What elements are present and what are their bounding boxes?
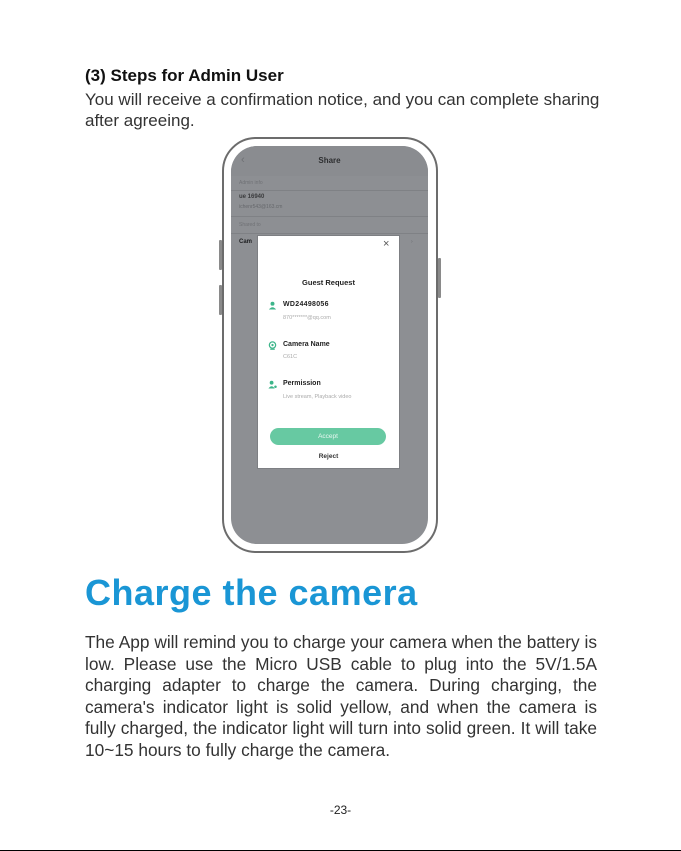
accept-button[interactable]: Accept [270,428,386,445]
camera-icon [268,341,277,350]
camera-name-value: C61C [283,354,298,360]
reject-button[interactable]: Reject [318,453,339,460]
user-icon [268,301,277,310]
permission-label: Permission [283,380,321,387]
camera-row-label[interactable]: Cam [239,239,253,245]
app-title: Share [318,156,341,165]
permission-value: Live stream, Playback video [283,394,352,400]
chevron-right-icon: › [411,239,413,245]
guest-user-id: WD24498056 [283,301,329,308]
phone-side-button-left-2 [219,285,222,315]
shared-to-label: Shared to [239,222,261,228]
page-number: -23- [329,803,352,817]
back-chevron-icon[interactable]: ‹ [241,154,245,166]
intro-text: You will receive a confirmation notice, and you can complete sharing after agreeing. [85,90,600,130]
camera-name-label: Camera Name [283,341,330,348]
phone-side-button-right [438,258,441,298]
admin-id: ue 16940 [239,194,265,200]
permission-icon [268,380,277,389]
main-heading: Charge the camera [85,572,418,613]
dialog-title: Guest Request [302,278,355,287]
divider [231,216,428,217]
section-heading: (3) Steps for Admin User [85,66,284,85]
guest-user-email: 870*******@qq.com [283,315,331,321]
body-paragraph: The App will remind you to charge your camera when the battery is low. Please use the Micro USB cable to plug into the 5V/1.5A charging adapter to charge the camera. During charging, the camera's indicator light is solid yellow, and when the camera is fully charged, the indicator light will turn into solid green. It will take 10~15 hours to fully charge the camera. [85,632,597,760]
guest-request-dialog [258,236,399,468]
divider [231,190,428,191]
close-icon[interactable]: × [383,238,390,250]
admin-email: ichenr543@163.cm [239,204,283,210]
divider [231,233,428,234]
admin-info-label: Admin info [239,180,263,186]
phone-side-button-left-1 [219,240,222,270]
